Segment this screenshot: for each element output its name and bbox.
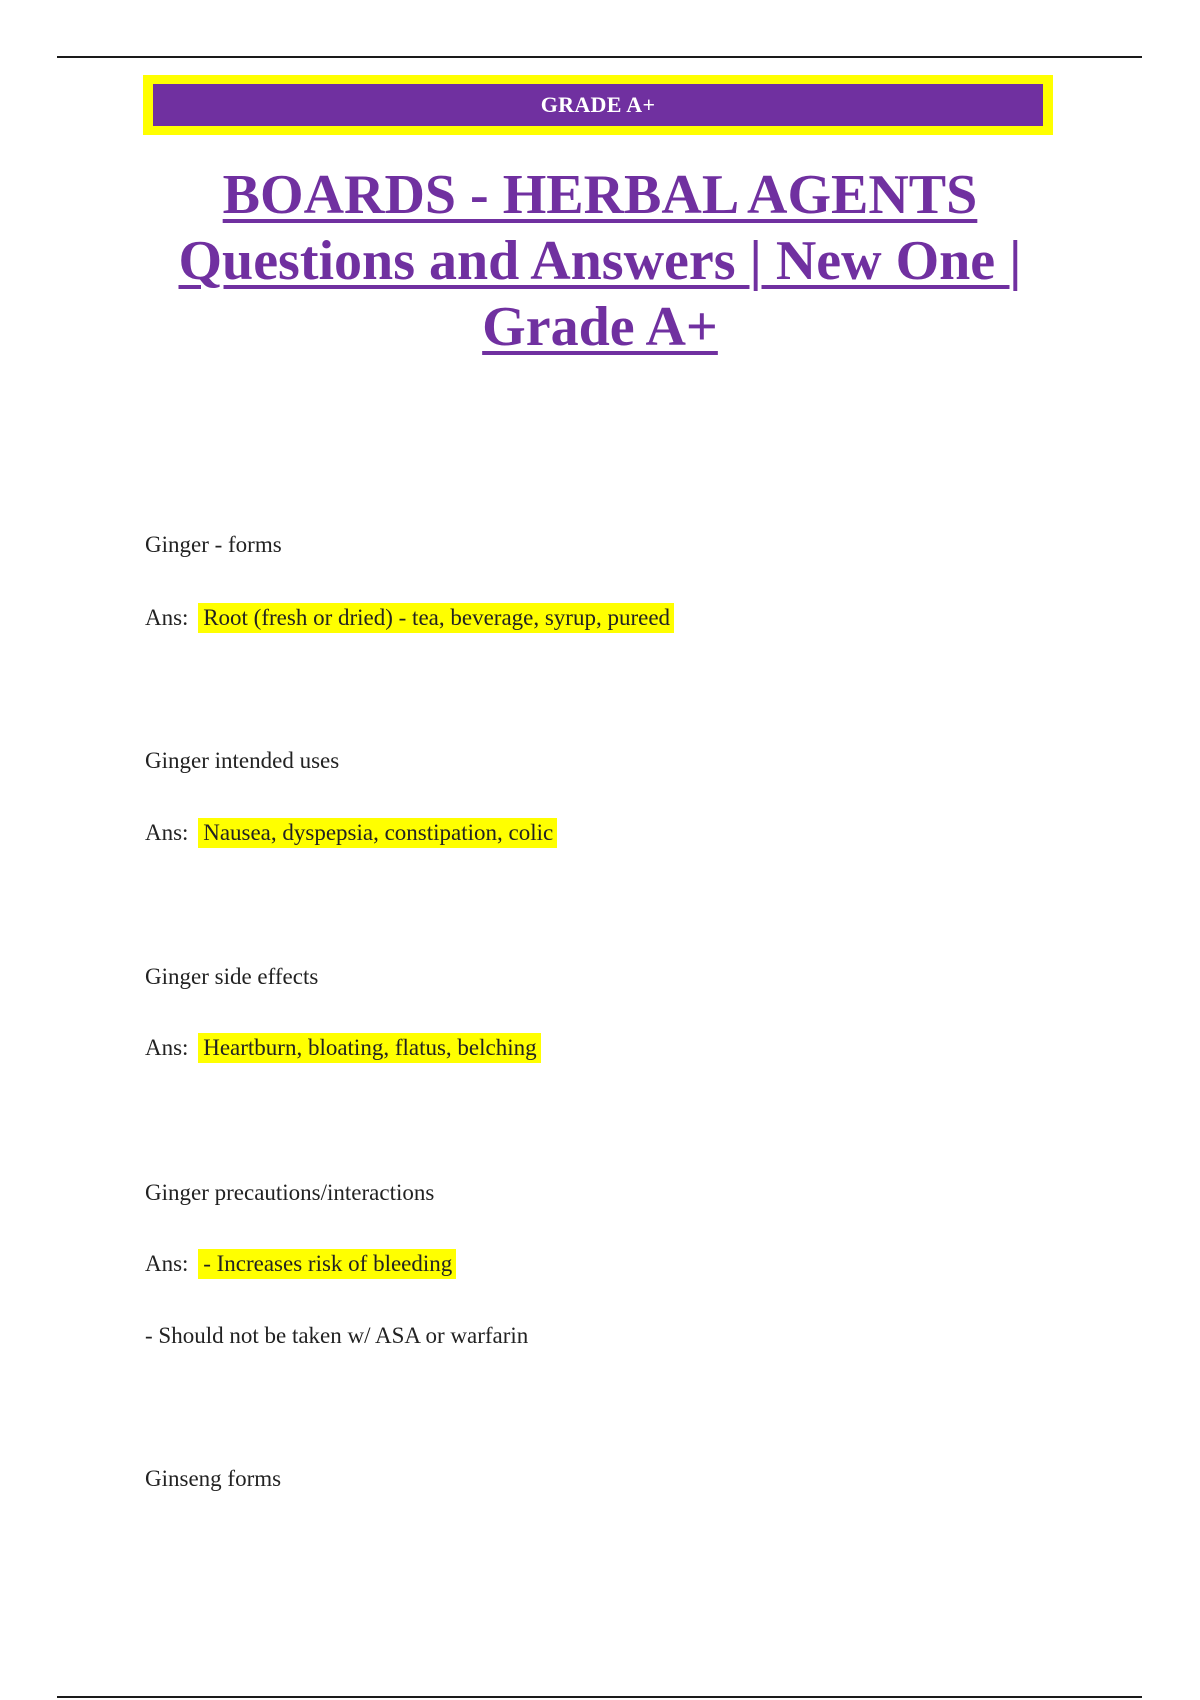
title-line-3: Grade A+	[482, 296, 718, 358]
answer-prefix: Ans:	[145, 1251, 189, 1276]
grade-banner	[143, 75, 1053, 135]
top-rule	[57, 56, 1142, 58]
answer-row	[145, 1034, 541, 1062]
question-text: Ginger precautions/interactions	[145, 1180, 435, 1205]
question-text: Ginger - forms	[145, 532, 282, 557]
answer-highlight: Nausea, dyspepsia, constipation, colic	[198, 818, 557, 848]
answer-prefix: Ans:	[145, 1035, 189, 1060]
answer-row	[145, 1250, 456, 1278]
title-line-2: Questions and Answers | New One |	[178, 230, 1022, 292]
question-text: Ginger intended uses	[145, 748, 340, 773]
grade-banner-label: GRADE A+	[153, 84, 1043, 126]
bottom-rule	[57, 1696, 1142, 1698]
answer-highlight: - Increases risk of bleeding	[198, 1249, 456, 1279]
document-title	[120, 162, 1080, 360]
answer-row	[145, 604, 674, 632]
answer-row	[145, 819, 557, 847]
question-text: Ginger side effects	[145, 964, 319, 989]
answer-highlight: Root (fresh or dried) - tea, beverage, syrup, pureed	[198, 603, 674, 633]
answer-highlight: Heartburn, bloating, flatus, belching	[198, 1033, 540, 1063]
answer-prefix: Ans:	[145, 605, 189, 630]
answer-prefix: Ans:	[145, 820, 189, 845]
title-line-1: BOARDS - HERBAL AGENTS	[222, 164, 978, 226]
answer-continuation: - Should not be taken w/ ASA or warfarin	[145, 1323, 529, 1348]
question-text: Ginseng forms	[145, 1466, 282, 1491]
